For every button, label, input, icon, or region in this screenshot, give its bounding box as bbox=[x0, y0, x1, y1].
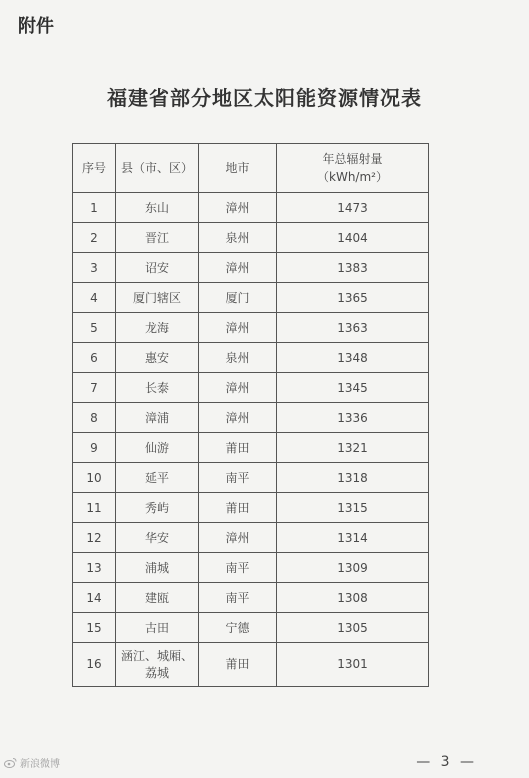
cell-county: 建瓯 bbox=[116, 583, 199, 613]
table-row bbox=[73, 493, 429, 523]
header-county: 县（市、区） bbox=[116, 144, 199, 193]
table-row bbox=[73, 343, 429, 373]
cell-radiation: 1336 bbox=[277, 403, 429, 433]
cell-city: 漳州 bbox=[199, 523, 277, 553]
cell-index: 9 bbox=[73, 433, 116, 463]
header-radiation-unit: （kWh/m²） bbox=[317, 170, 388, 184]
cell-index: 3 bbox=[73, 253, 116, 283]
solar-resource-table bbox=[72, 143, 429, 687]
cell-index: 15 bbox=[73, 613, 116, 643]
header-city: 地市 bbox=[199, 144, 277, 193]
table-row bbox=[73, 583, 429, 613]
cell-county-line: 荔城 bbox=[144, 665, 169, 680]
cell-county-line: 涵江、城厢、 bbox=[120, 648, 193, 663]
cell-county: 浦城 bbox=[116, 553, 199, 583]
cell-radiation: 1365 bbox=[277, 283, 429, 313]
table-row bbox=[73, 523, 429, 553]
cell-county: 延平 bbox=[116, 463, 199, 493]
cell-radiation: 1318 bbox=[277, 463, 429, 493]
header-radiation bbox=[277, 144, 429, 193]
cell-index: 12 bbox=[73, 523, 116, 553]
cell-radiation: 1309 bbox=[277, 553, 429, 583]
cell-radiation: 1305 bbox=[277, 613, 429, 643]
table-row bbox=[73, 613, 429, 643]
cell-index: 4 bbox=[73, 283, 116, 313]
cell-radiation: 1308 bbox=[277, 583, 429, 613]
cell-index: 13 bbox=[73, 553, 116, 583]
cell-city: 漳州 bbox=[199, 253, 277, 283]
cell-county: 秀屿 bbox=[116, 493, 199, 523]
table-row bbox=[73, 553, 429, 583]
cell-index: 14 bbox=[73, 583, 116, 613]
cell-radiation: 1315 bbox=[277, 493, 429, 523]
header-radiation-label: 年总辐射量 bbox=[322, 152, 383, 166]
weibo-icon bbox=[4, 757, 17, 768]
table-row bbox=[73, 223, 429, 253]
cell-radiation: 1301 bbox=[277, 643, 429, 687]
cell-radiation: 1345 bbox=[277, 373, 429, 403]
cell-city: 泉州 bbox=[199, 223, 277, 253]
cell-radiation: 1363 bbox=[277, 313, 429, 343]
table-header-row bbox=[73, 144, 429, 193]
cell-index: 1 bbox=[73, 193, 116, 223]
cell-city: 漳州 bbox=[199, 403, 277, 433]
cell-county bbox=[116, 643, 199, 687]
cell-city: 厦门 bbox=[199, 283, 277, 313]
cell-radiation: 1473 bbox=[277, 193, 429, 223]
cell-index: 11 bbox=[73, 493, 116, 523]
table-row bbox=[73, 643, 429, 687]
cell-county: 晋江 bbox=[116, 223, 199, 253]
cell-county: 厦门辖区 bbox=[116, 283, 199, 313]
cell-radiation: 1404 bbox=[277, 223, 429, 253]
cell-index: 7 bbox=[73, 373, 116, 403]
cell-city: 漳州 bbox=[199, 193, 277, 223]
table-row bbox=[73, 403, 429, 433]
cell-city: 南平 bbox=[199, 463, 277, 493]
cell-city: 南平 bbox=[199, 553, 277, 583]
cell-radiation: 1348 bbox=[277, 343, 429, 373]
document-title: 福建省部分地区太阳能资源情况表 bbox=[107, 86, 422, 110]
page-number: — 3 — bbox=[416, 754, 477, 770]
table-row bbox=[73, 193, 429, 223]
cell-county: 龙海 bbox=[116, 313, 199, 343]
cell-county: 东山 bbox=[116, 193, 199, 223]
table-row bbox=[73, 253, 429, 283]
table-row bbox=[73, 433, 429, 463]
cell-city: 莆田 bbox=[199, 493, 277, 523]
cell-county: 漳浦 bbox=[116, 403, 199, 433]
cell-county: 惠安 bbox=[116, 343, 199, 373]
watermark-text: 新浪微博 bbox=[20, 759, 60, 770]
attachment-label: 附件 bbox=[18, 16, 54, 37]
cell-index: 6 bbox=[73, 343, 116, 373]
cell-index: 5 bbox=[73, 313, 116, 343]
cell-county: 古田 bbox=[116, 613, 199, 643]
cell-index: 16 bbox=[73, 643, 116, 687]
cell-index: 2 bbox=[73, 223, 116, 253]
cell-city: 宁德 bbox=[199, 613, 277, 643]
cell-index: 8 bbox=[73, 403, 116, 433]
table-row bbox=[73, 313, 429, 343]
table-row bbox=[73, 373, 429, 403]
table-row bbox=[73, 283, 429, 313]
cell-city: 漳州 bbox=[199, 373, 277, 403]
cell-city: 莆田 bbox=[199, 433, 277, 463]
cell-radiation: 1321 bbox=[277, 433, 429, 463]
cell-city: 莆田 bbox=[199, 643, 277, 687]
cell-index: 10 bbox=[73, 463, 116, 493]
cell-radiation: 1314 bbox=[277, 523, 429, 553]
cell-county: 华安 bbox=[116, 523, 199, 553]
weibo-watermark bbox=[4, 755, 60, 770]
header-index: 序号 bbox=[73, 144, 116, 193]
cell-city: 漳州 bbox=[199, 313, 277, 343]
cell-radiation: 1383 bbox=[277, 253, 429, 283]
table-row bbox=[73, 463, 429, 493]
cell-city: 南平 bbox=[199, 583, 277, 613]
cell-county: 诏安 bbox=[116, 253, 199, 283]
cell-city: 泉州 bbox=[199, 343, 277, 373]
cell-county: 长泰 bbox=[116, 373, 199, 403]
cell-county: 仙游 bbox=[116, 433, 199, 463]
